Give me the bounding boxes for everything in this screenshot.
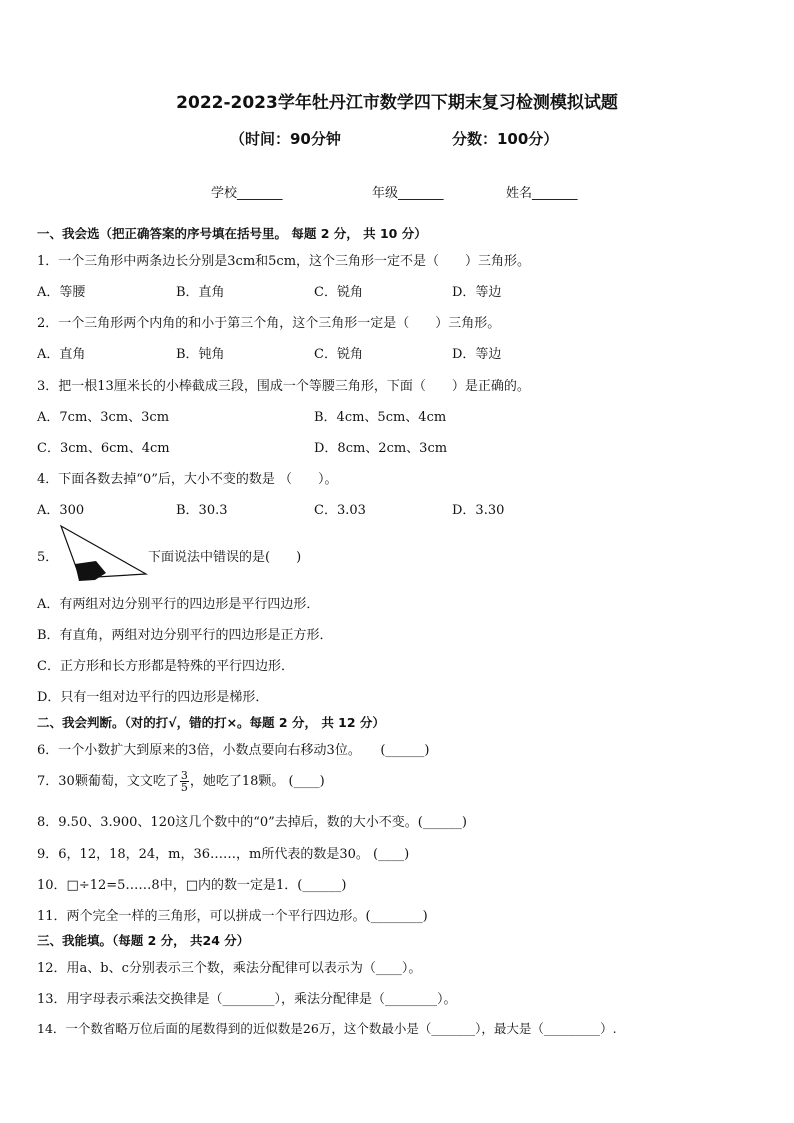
question-1: 1．一个三角形中两条边长分别是3cm和5cm，这个三角形一定不是（ ）三角形。 bbox=[37, 254, 531, 269]
q3-option-d: D．8cm、2cm、3cm bbox=[314, 441, 448, 456]
q3-option-b: B．4cm、5cm、4cm bbox=[314, 410, 447, 425]
question-4: 4．下面各数去掉“0”后，大小不变的数是 （ ）。 bbox=[37, 472, 338, 487]
question-3: 3．把一根13厘米长的小棒截成三段，围成一个等腰三角形，下面（ ）是正确的。 bbox=[37, 379, 530, 394]
question-7-start: 7．30颗葡萄，文文吃了 bbox=[37, 774, 179, 789]
question-8: 8．9.50、3.900、120这几个数中的“0”去掉后，数的大小不变。(______) bbox=[37, 815, 467, 830]
fraction-denominator: 5 bbox=[180, 781, 188, 794]
q4-option-b: B．30.3 bbox=[176, 503, 228, 518]
section-1-heading: 一、我会选（把正确答案的序号填在括号里。 每题 2 分， 共 10 分） bbox=[37, 226, 427, 241]
q4-option-d: D．3.30 bbox=[452, 503, 505, 518]
q5-option-c: C．正方形和长方形都是特殊的平行四边形． bbox=[37, 659, 294, 674]
fraction-numerator: 3 bbox=[180, 769, 188, 782]
q2-option-a: A．直角 bbox=[37, 347, 86, 362]
name-field: 姓名_______ bbox=[506, 186, 578, 201]
q3-option-c: C．3cm、6cm、4cm bbox=[37, 441, 170, 456]
q5-option-b: B．有直角，两组对边分别平行的四边形是正方形． bbox=[37, 628, 333, 643]
question-6: 6．一个小数扩大到原来的3倍，小数点要向右移动3位。 (______) bbox=[37, 743, 430, 758]
q2-option-c: C．锐角 bbox=[314, 347, 363, 362]
question-9: 9．6，12，18，24，m，36……，m所代表的数是30。 (____) bbox=[37, 847, 410, 862]
q1-option-c: C．锐角 bbox=[314, 285, 363, 300]
exam-score: 分数：100分） bbox=[452, 130, 559, 148]
fraction-three-fifths bbox=[180, 770, 189, 793]
q5-option-d: D．只有一组对边平行的四边形是梯形． bbox=[37, 690, 269, 705]
question-5-number: 5． bbox=[37, 550, 59, 565]
q1-option-a: A．等腰 bbox=[37, 285, 86, 300]
question-13: 13．用字母表示乘法交换律是（________），乘法分配律是（________）。 bbox=[37, 992, 457, 1007]
section-3-heading: 三、我能填。（每题 2 分， 共24 分） bbox=[37, 933, 250, 948]
q2-option-d: D．等边 bbox=[452, 347, 502, 362]
q2-option-b: B．钝角 bbox=[176, 347, 225, 362]
grade-field: 年级_______ bbox=[372, 186, 444, 201]
q3-option-a: A．7cm、3cm、3cm bbox=[37, 410, 170, 425]
black-shape bbox=[75, 561, 106, 581]
q5-option-a: A．有两组对边分别平行的四边形是平行四边形． bbox=[37, 597, 320, 612]
question-7 bbox=[37, 770, 325, 793]
question-5: 下面说法中错误的是( ) bbox=[148, 550, 302, 565]
school-field: 学校_______ bbox=[211, 186, 283, 201]
exam-time: （时间：90分钟 bbox=[230, 130, 341, 148]
question-2: 2．一个三角形两个内角的和小于第三个角，这个三角形一定是（ ）三角形。 bbox=[37, 316, 501, 331]
question-10: 10．□÷12=5……8中，□内的数一定是1．(______) bbox=[37, 878, 347, 893]
section-2-heading: 二、我会判断。（对的打√，错的打×。每题 2 分， 共 12 分） bbox=[37, 715, 385, 730]
question-7-end: ，她吃了18颗。 (____) bbox=[189, 774, 325, 789]
q1-option-b: B．直角 bbox=[176, 285, 225, 300]
q1-option-d: D．等边 bbox=[452, 285, 502, 300]
q4-option-c: C．3.03 bbox=[314, 503, 366, 518]
q4-option-a: A．300 bbox=[37, 503, 85, 518]
triangle-figure bbox=[58, 524, 150, 584]
question-14: 14．一个数省略万位后面的尾数得到的近似数是26万，这个数最小是（_______），最大是（_________）. bbox=[37, 1021, 617, 1036]
page-title: 2022-2023学年牡丹江市数学四下期末复习检测模拟试题 bbox=[176, 93, 618, 113]
question-12: 12．用a、b、c分别表示三个数，乘法分配律可以表示为（____）。 bbox=[37, 961, 422, 976]
question-11: 11．两个完全一样的三角形，可以拼成一个平行四边形。(________) bbox=[37, 909, 428, 924]
